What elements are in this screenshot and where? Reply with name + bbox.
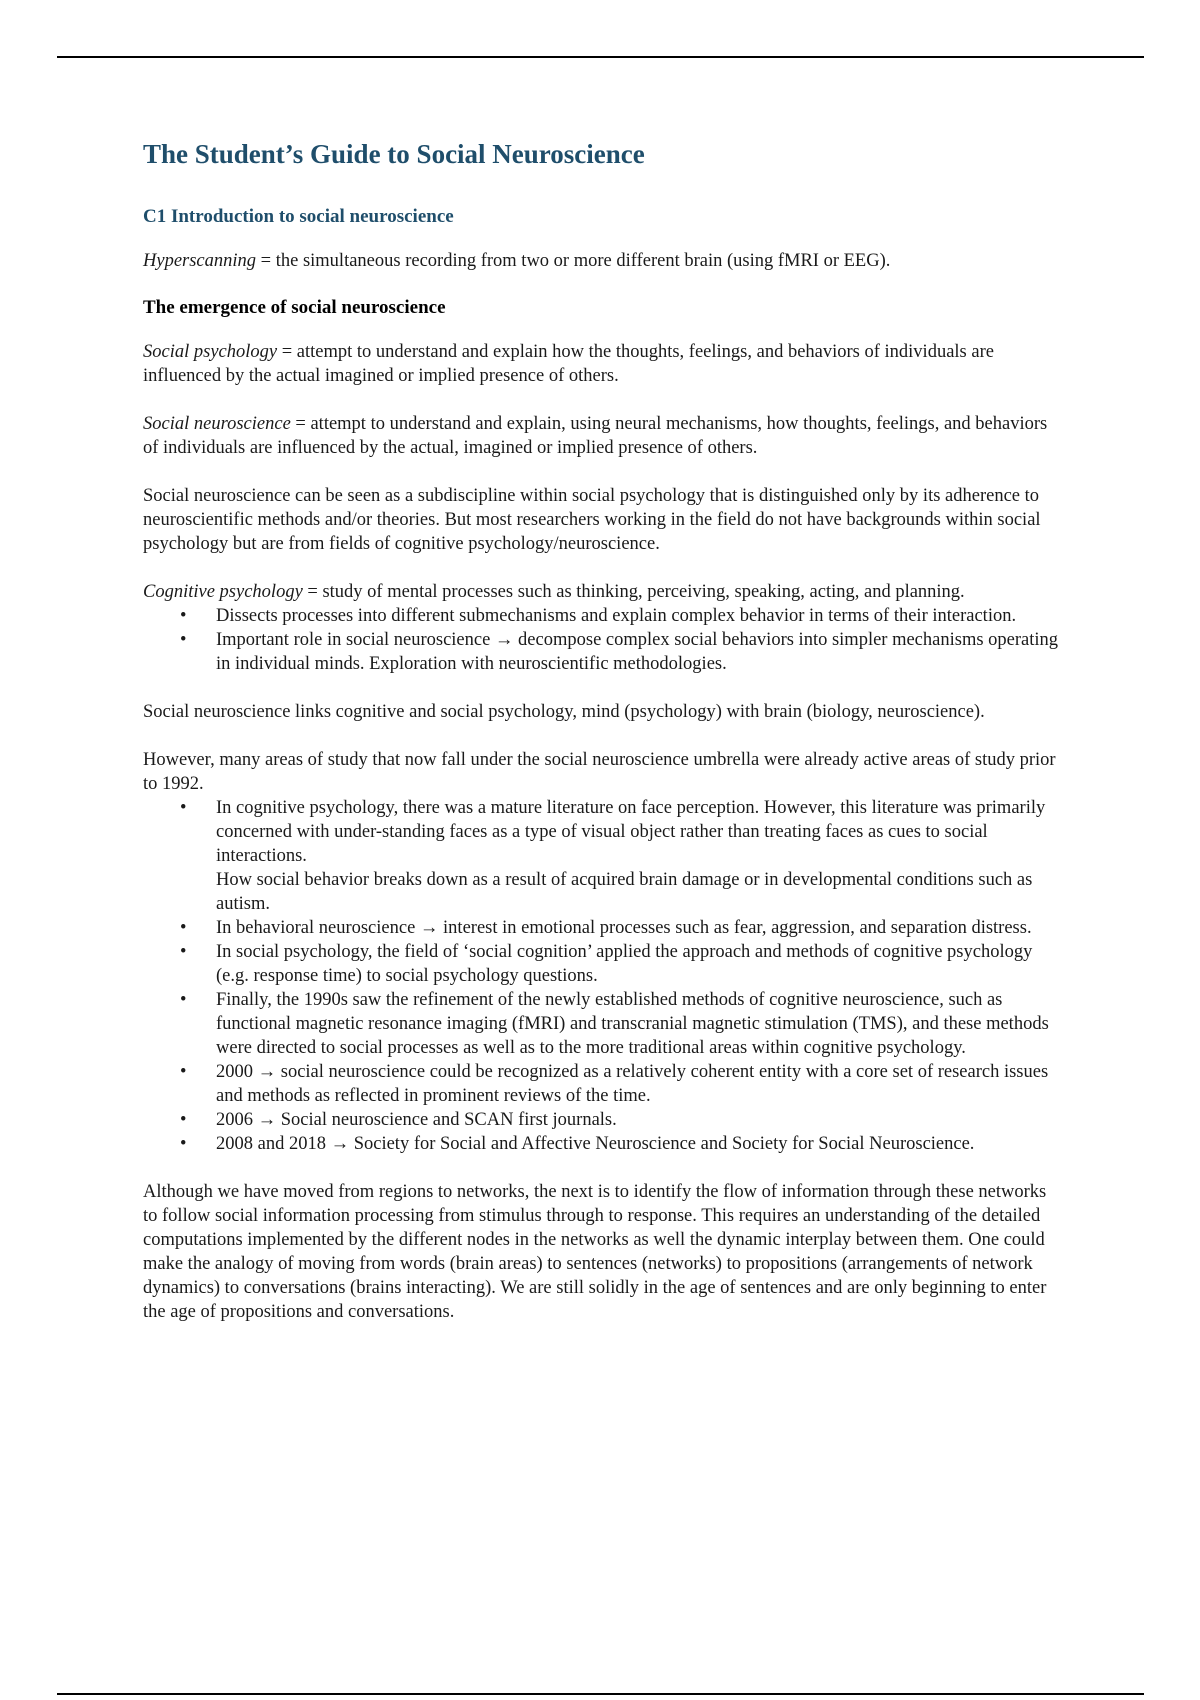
document-body (143, 138, 1063, 1348)
however-paragraph: However, many areas of study that now fall under the social neuroscience umbrella were already active areas of study prior to 1992. (143, 749, 1056, 794)
hyperscanning-definition (143, 249, 1063, 273)
social-psychology-text: = attempt to understand and explain how the thoughts, feelings, and behaviors of individuals are influenced by the actual imagined or implied presence of others. (143, 341, 994, 386)
cognitive-psychology-text: = study of mental processes such as thinking, perceiving, speaking, acting, and planning. (302, 581, 965, 602)
social-neuroscience-definition (143, 412, 1063, 460)
hyperscanning-term: Hyperscanning (143, 251, 257, 272)
section-heading: The emergence of social neuroscience (143, 297, 446, 319)
bottom-rule (57, 1693, 1144, 1695)
links-paragraph: Social neuroscience links cognitive and social psychology, mind (psychology) with brain (biology, neuroscience). (143, 701, 985, 722)
hyperscanning-text: = the simultaneous recording from two or more different brain (using fMRI or EEG). (256, 251, 891, 272)
subdiscipline-paragraph: Social neuroscience can be seen as a subdiscipline within social psychology that is distinguished only by its adherence to neuroscientific methods and/or theories. But most researchers working in the field do not have backgrounds within social psychology but are from fields of cognitive psychology/neuroscience. (143, 485, 1041, 554)
cognitive-psychology-definition (143, 580, 1063, 604)
social-psychology-term: Social psychology (143, 341, 278, 362)
chapter-heading: C1 Introduction to social neuroscience (143, 206, 454, 228)
list-item: • 2008 and 2018 → Society for Social and Affective Neuroscience and Society for Social Neuroscience. (143, 1132, 1063, 1156)
list-item: • In behavioral neuroscience → interest in emotional processes such as fear, aggression, and separation distress. (143, 916, 1063, 940)
social-neuroscience-text: = attempt to understand and explain, using neural mechanisms, how thoughts, feelings, and behaviors of individuals are influenced by the actual, imagined or implied presence of others. (143, 413, 1048, 458)
list-item: • Finally, the 1990s saw the refinement of the newly established methods of cognitive neuroscience, such as functional magnetic resonance imaging (fMRI) and transcranial magnetic stimulation (TMS), and these methods were directed to social processes as well as to the more traditional areas within cognitive psychology. (143, 988, 1063, 1060)
list-item (143, 796, 1063, 916)
social-psychology-definition (143, 340, 1063, 388)
networks-paragraph: Although we have moved from regions to networks, the next is to identify the flow of information through these networks to follow social information processing from stimulus through to response. This requires an understanding of the detailed computations implemented by the different nodes in the networks as well the dynamic interplay between them. One could make the analogy of moving from words (brain areas) to sentences (networks) to propositions (arrangements of network dynamics) to conversations (brains interacting). We are still solidly in the age of sentences and are only beginning to enter the age of propositions and conversations. (143, 1181, 1047, 1322)
list-item: • In social psychology, the field of ‘social cognition’ applied the approach and methods of cognitive psychology (e.g. response time) to social psychology questions. (143, 940, 1063, 988)
list-item: • Dissects processes into different submechanisms and explain complex behavior in terms of their interaction. (143, 604, 1063, 628)
list-item: • Important role in social neuroscience → decompose complex social behaviors into simpler mechanisms operating in individual minds. Exploration with neuroscientific methodologies. (143, 628, 1063, 676)
cognitive-psychology-term: Cognitive psychology (143, 581, 303, 602)
cognitive-psychology-list (143, 604, 1063, 676)
top-rule (57, 56, 1144, 58)
social-neuroscience-term: Social neuroscience (143, 413, 291, 434)
history-list (143, 796, 1063, 1156)
document-title: The Student’s Guide to Social Neuroscience (143, 139, 645, 169)
list-item: • 2006 → Social neuroscience and SCAN first journals. (143, 1108, 1063, 1132)
face-perception-text: • In cognitive psychology, there was a mature literature on face perception. However, this literature was primarily concerned with under-standing faces as a type of visual object rather than treating faces as cues to social interactions. (216, 797, 1046, 866)
brain-damage-text: How social behavior breaks down as a result of acquired brain damage or in developmental conditions such as autism. (216, 869, 1033, 914)
list-item: • 2000 → social neuroscience could be recognized as a relatively coherent entity with a core set of research issues and methods as reflected in prominent reviews of the time. (143, 1060, 1063, 1108)
